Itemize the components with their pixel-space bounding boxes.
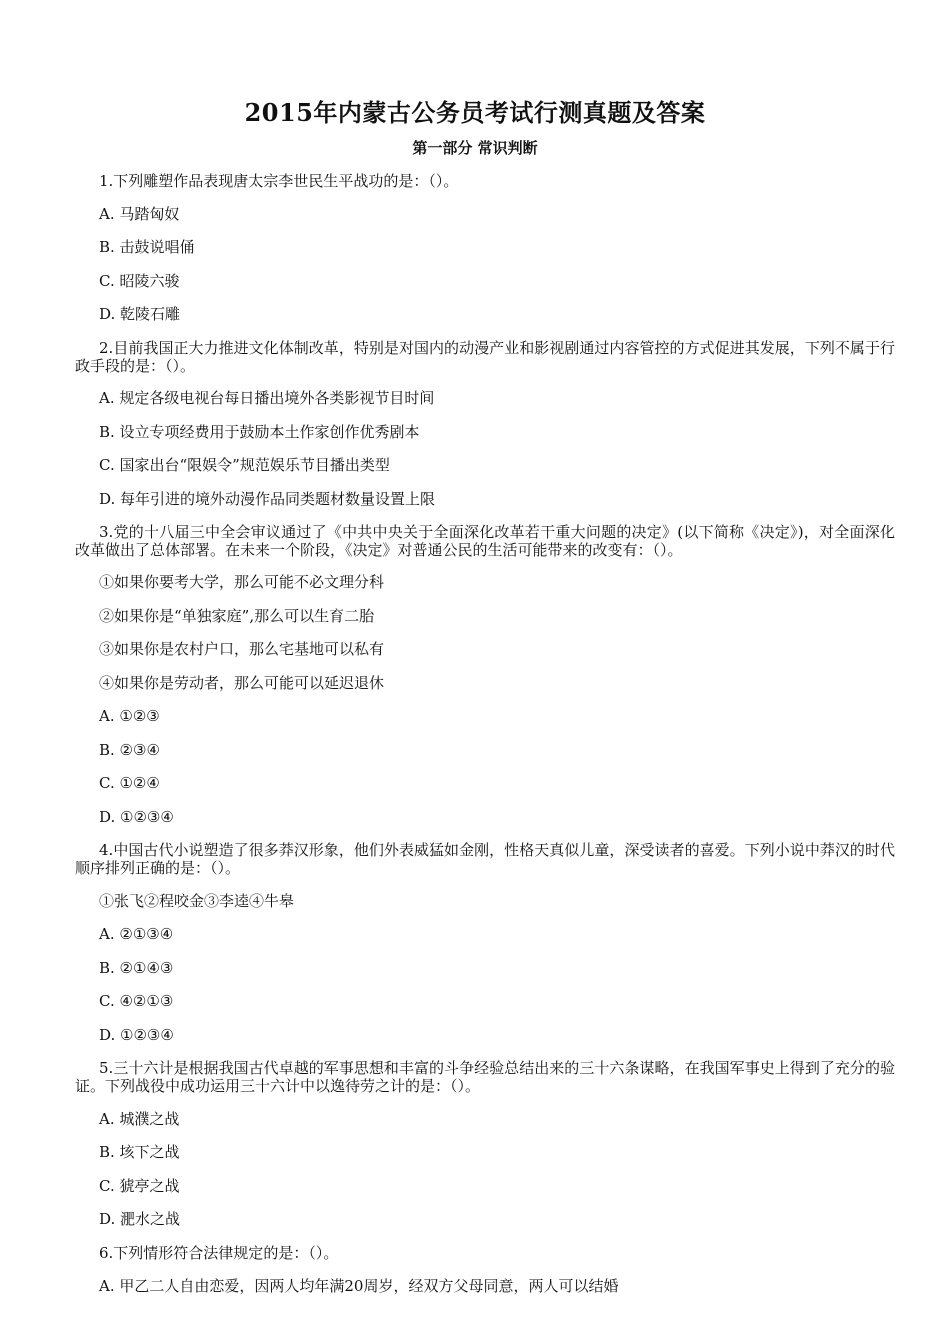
question-3-option-a: A. ①②③ [99, 707, 160, 725]
question-2-stem: 2.目前我国正大力推进文化体制改革，特别是对国内的动漫产业和影视剧通过内容管控的方式促进其发展，下列不属于行政手段的是：（）。 [75, 339, 895, 375]
question-1-stem: 1.下列雕塑作品表现唐太宗李世民生平战功的是：（）。 [99, 172, 459, 190]
question-6-option-a: A. 甲乙二人自由恋爱，因两人均年满20周岁，经双方父母同意，两人可以结婚 [99, 1277, 619, 1295]
question-5-option-a: A. 城濮之战 [99, 1110, 180, 1128]
question-5-option-d: D. 淝水之战 [99, 1210, 181, 1228]
question-5-option-c: C. 猇亭之战 [99, 1177, 180, 1195]
question-4-option-b: B. ②①④③ [99, 959, 174, 977]
question-2-option-a: A. 规定各级电视台每日播出境外各类影视节目时间 [99, 389, 435, 407]
question-3-option-b: B. ②③④ [99, 741, 160, 759]
question-2-option-c: C. 国家出台“限娱令”规范娱乐节目播出类型 [99, 456, 390, 474]
document-title: 2015年内蒙古公务员考试行测真题及答案 [244, 98, 706, 127]
question-3-item-2: ②如果你是“单独家庭”,那么可以生育二胎 [99, 607, 375, 625]
question-2-option-b: B. 设立专项经费用于鼓励本土作家创作优秀剧本 [99, 423, 420, 441]
question-6-stem: 6.下列情形符合法律规定的是：（）。 [99, 1244, 339, 1262]
question-4-stem: 4.中国古代小说塑造了很多莽汉形象，他们外表威猛如金刚，性格天真似儿童，深受读者的喜爱。下列小说中莽汉的时代顺序排列正确的是：（）。 [75, 841, 895, 877]
section-heading: 第一部分 常识判断 [412, 139, 538, 157]
question-4-option-c: C. ④②①③ [99, 992, 174, 1010]
question-3-option-c: C. ①②④ [99, 774, 160, 792]
question-1-option-b: B. 击鼓说唱俑 [99, 238, 195, 256]
question-1-option-c: C. 昭陵六骏 [99, 272, 180, 290]
question-3-item-3: ③如果你是农村户口，那么宅基地可以私有 [99, 640, 385, 658]
question-3-item-4: ④如果你是劳动者，那么可能可以延迟退休 [99, 674, 385, 692]
question-4-item: ①张飞②程咬金③李逵④牛皋 [99, 892, 295, 910]
question-4-option-a: A. ②①③④ [99, 925, 174, 943]
question-5-option-b: B. 垓下之战 [99, 1143, 180, 1161]
question-1-option-a: A. 马踏匈奴 [99, 205, 180, 223]
question-3-option-d: D. ①②③④ [99, 808, 174, 826]
question-3-item-1: ①如果你要考大学，那么可能不必文理分科 [99, 573, 385, 591]
question-3-stem: 3.党的十八届三中全会审议通过了《中共中央关于全面深化改革若干重大问题的决定》(以下简称《决定》)，对全面深化改革做出了总体部署。在未来一个阶段，《决定》对普通公民的生活可能带来的改变有：（）。 [75, 523, 895, 559]
question-4-option-d: D. ①②③④ [99, 1026, 174, 1044]
question-2-option-d: D. 每年引进的境外动漫作品同类题材数量设置上限 [99, 490, 436, 508]
question-5-stem: 5.三十六计是根据我国古代卓越的军事思想和丰富的斗争经验总结出来的三十六条谋略，在我国军事史上得到了充分的验证。下列战役中成功运用三十六计中以逸待劳之计的是：（）。 [75, 1059, 895, 1095]
question-1-option-d: D. 乾陵石雕 [99, 305, 181, 323]
